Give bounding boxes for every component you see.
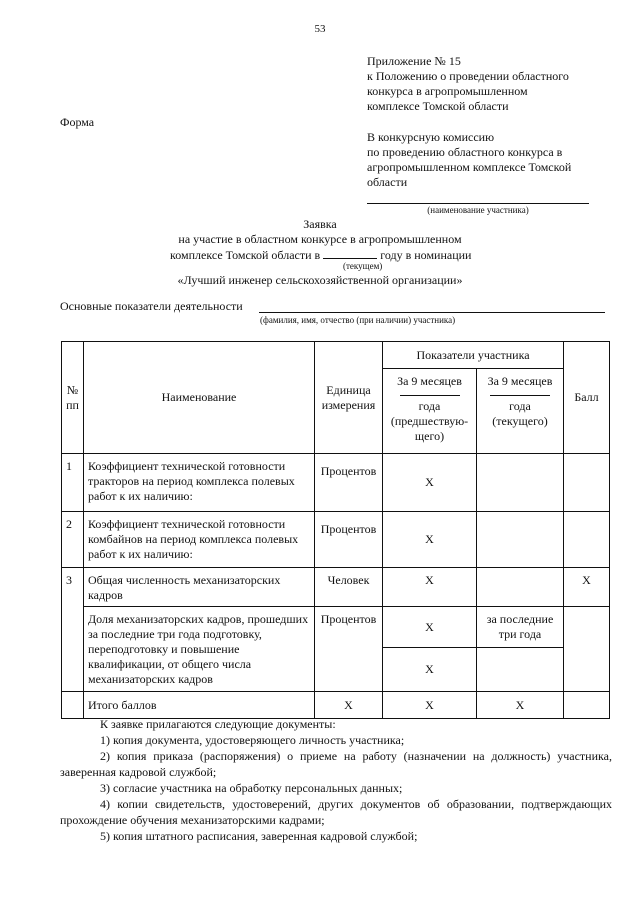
appendix-line: конкурса в агропромышленном — [367, 84, 528, 98]
total-unit: Х — [315, 692, 383, 719]
total-current: Х — [477, 692, 564, 719]
row-number: 1 — [62, 454, 84, 512]
row-unit: Процентов — [315, 607, 383, 692]
row-score — [564, 512, 610, 568]
row-unit: Процентов — [315, 512, 383, 568]
addressee-line: области — [367, 175, 408, 189]
indicators-name-line — [259, 312, 605, 313]
year-caption: (текущем) — [343, 261, 383, 271]
header-prev-blank — [400, 395, 460, 396]
row-current-value — [477, 454, 564, 512]
row-number: 3 — [62, 568, 84, 692]
participant-name-caption: (наименование участника) — [427, 205, 529, 215]
nomination: «Лучший инженер сельскохозяйственной организации» — [177, 273, 463, 287]
document-item: 3) согласие участника на обработку персональных данных; — [100, 781, 403, 795]
attached-documents — [60, 716, 612, 844]
row-previous-value: Х — [383, 607, 477, 648]
header-unit: Единица измерения — [315, 342, 383, 454]
page-number: 53 — [314, 23, 326, 35]
form-label: Форма — [60, 115, 95, 129]
total-number — [62, 692, 84, 719]
application-line-part: комплексе Томской области в — [170, 248, 321, 262]
header-prev-bottom: года (предшествую-щего) — [390, 399, 469, 443]
row-previous-value: Х — [383, 454, 477, 512]
total-name: Итого баллов — [84, 692, 315, 719]
header-prev-top: За 9 месяцев — [397, 374, 462, 388]
row-previous-value: Х — [383, 512, 477, 568]
addressee-line: агропромышленном комплексе Томской — [367, 160, 572, 174]
addressee-line: по проведению областного конкурса в — [367, 145, 563, 159]
total-score — [564, 692, 610, 719]
application-line: на участие в областном конкурсе в агропромышленном — [178, 232, 462, 246]
participant-name-line — [367, 203, 589, 204]
addressee-line: В конкурсную комиссию — [367, 130, 495, 144]
table-row — [62, 512, 610, 568]
header-score: Балл — [564, 342, 610, 454]
row-score — [564, 454, 610, 512]
header-number: № пп — [62, 342, 84, 454]
row-name: Коэффициент технической готовности тракторов на период комплекса полевых работ к их наличию: — [84, 454, 315, 512]
document-item: 1) копия документа, удостоверяющего личность участника; — [100, 733, 405, 747]
header-curr-blank — [490, 395, 550, 396]
addressee-block — [367, 130, 617, 190]
appendix-line: Приложение № 15 — [367, 54, 461, 68]
appendix-heading — [367, 54, 617, 114]
total-previous: Х — [383, 692, 477, 719]
row-previous-value: Х — [383, 648, 477, 692]
header-curr-bottom: года (текущего) — [492, 399, 548, 428]
row-number: 2 — [62, 512, 84, 568]
row-score — [564, 607, 610, 692]
table-row — [62, 454, 610, 512]
application-line-part: году в номинации — [380, 248, 472, 262]
row-previous-value: Х — [383, 568, 477, 607]
header-previous-year — [383, 369, 477, 454]
header-curr-top: За 9 месяцев — [487, 374, 553, 388]
row-name: Коэффициент технической готовности комбайнов на период комплекса полевых работ к их наличию: — [84, 512, 315, 568]
appendix-line: к Положению о проведении областного — [367, 69, 569, 83]
header-name: Наименование — [84, 342, 315, 454]
documents-intro: К заявке прилагаются следующие документы: — [100, 717, 336, 731]
row-unit: Процентов — [315, 454, 383, 512]
header-current-year — [477, 369, 564, 454]
application-title: Заявка — [303, 217, 337, 231]
header-participant: Показатели участника — [383, 342, 564, 369]
row-current-value — [477, 648, 564, 692]
appendix-line: комплексе Томской области — [367, 99, 509, 113]
table-row — [62, 568, 610, 607]
row-unit: Человек — [315, 568, 383, 607]
row-current-value: за последние три года — [477, 607, 564, 648]
table-total-row — [62, 692, 610, 719]
row-name: Доля механизаторских кадров, прошедших за последние три года подготовку, переподготовку и повышение квалификации, от общего числа механизаторских кадров — [84, 607, 315, 692]
indicators-caption: (фамилия, имя, отчество (при наличии) участника) — [260, 315, 456, 325]
document-item: 5) копия штатного расписания, заверенная кадровой службой; — [100, 829, 418, 843]
document-item: 2) копия приказа (распоряжения) о приеме на работу (назначении на должность) участника, заверенная кадровой службой; — [60, 749, 612, 779]
row-score: Х — [564, 568, 610, 607]
document-item: 4) копии свидетельств, удостоверений, других документов об образовании, подтверждающих прохождение обучения механизаторскими кадрами; — [60, 797, 612, 827]
indicators-label: Основные показатели деятельности — [60, 299, 243, 313]
row-current-value — [477, 512, 564, 568]
row-name: Общая численность механизаторских кадров — [84, 568, 315, 607]
indicators-table — [61, 341, 610, 719]
year-blank — [323, 247, 377, 259]
row-current-value — [477, 568, 564, 607]
table-row — [62, 607, 610, 648]
